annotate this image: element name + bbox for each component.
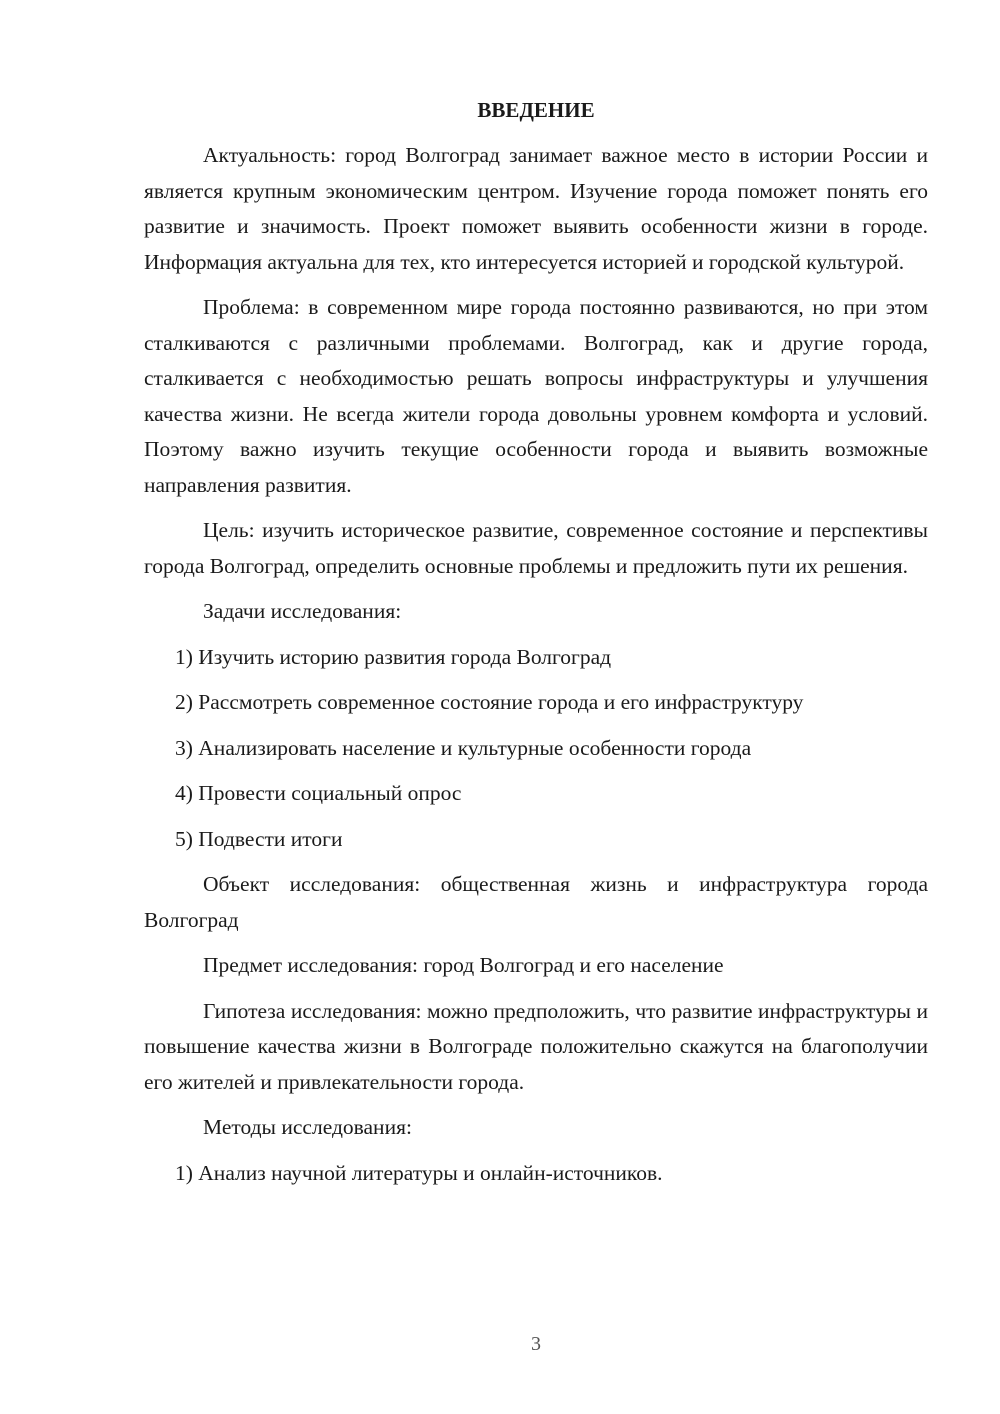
list-item: 2) Рассмотреть современное состояние города и его инфраструктуру <box>175 690 804 714</box>
methods-list <box>144 1156 928 1192</box>
tasks-heading: Задачи исследования: <box>203 599 402 623</box>
hypothesis-paragraph: Гипотеза исследования: можно предположить, что развитие инфраструктуры и повышение качества жизни в Волгограде положительно скажутся на благополучии его жителей и привлекательности города. <box>144 998 928 1094</box>
relevance-paragraph: Актуальность: город Волгоград занимает важное место в истории России и является крупным экономическим центром. Изучение города поможет понять его развитие и значимость. Проект поможет выявить особенности жизни в городе. Информация актуальна для тех, кто интересуется историей и городской культурой. <box>144 143 928 274</box>
object-paragraph: Объект исследования: общественная жизнь и инфраструктура города Волгоград <box>144 872 928 932</box>
list-item: 3) Анализировать население и культурные особенности города <box>175 735 752 760</box>
list-item: 5) Подвести итоги <box>175 826 343 851</box>
list-item: 4) Провести социальный опрос <box>175 781 462 805</box>
tasks-list <box>144 640 928 858</box>
page-number: 3 <box>531 1333 541 1355</box>
problem-paragraph: Проблема: в современном мире города постоянно развиваются, но при этом сталкиваются с различными проблемами. Волгоград, как и другие города, сталкивается с необходимостью решать вопросы инфраструктуры и улучшения качества жизни. Не всегда жители города довольны уровнем комфорта и условий. Поэтому важно изучить текущие особенности города и выявить возможные направления развития. <box>144 295 928 497</box>
page-content <box>144 94 928 1201</box>
methods-heading: Методы исследования: <box>203 1115 412 1139</box>
list-item: 1) Изучить историю развития города Волгоград <box>175 644 612 669</box>
subject-paragraph: Предмет исследования: город Волгоград и его население <box>203 953 724 977</box>
list-item: 1) Анализ научной литературы и онлайн-источников. <box>175 1160 663 1185</box>
section-heading: ВВЕДЕНИЕ <box>477 98 595 122</box>
goal-paragraph: Цель: изучить историческое развитие, современное состояние и перспективы города Волгоград, определить основные проблемы и предложить пути их решения. <box>144 518 928 578</box>
